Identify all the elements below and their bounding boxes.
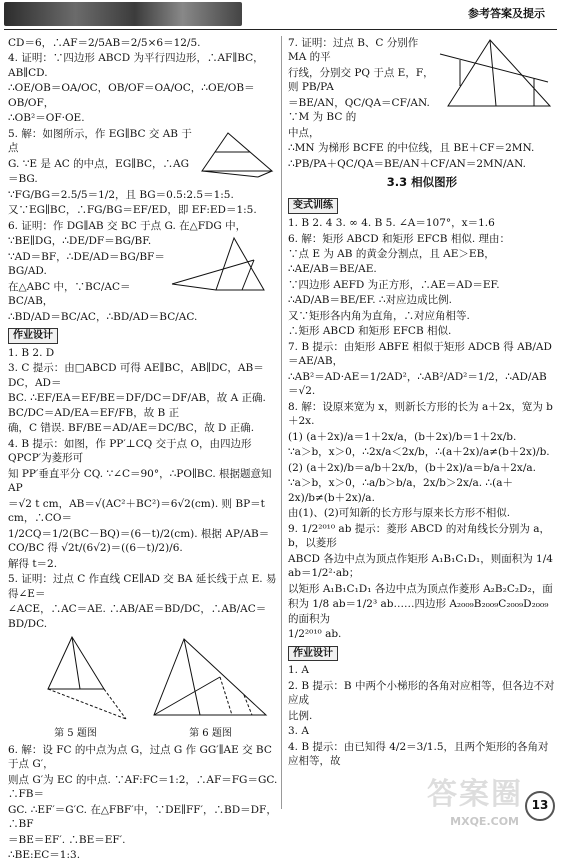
answer-line: 5. 证明：过点 C 作直线 CE∥AD 交 BA 延长线于点 E. 易得∠E＝ [8, 573, 277, 600]
answer-line: 在△ABC 中，∵BC/AC＝BC/AB， [8, 280, 131, 308]
caption-figure6: 第 6 题图 [189, 728, 232, 740]
answer-line: ＝BE＝EF′. ∴BE＝EF′. [8, 833, 126, 846]
answer-line: 1/2²⁰¹⁰ ab. [288, 628, 342, 641]
answer-line: 8. 解：设原来宽为 x，则新长方形的长为 a＋2x，宽为 b＋2x. [288, 400, 553, 428]
answer-line: 6. 证明：作 DG∥AB 交 BC 于点 G. 在△FDG 中， [8, 219, 247, 232]
answer-line: 解得 t＝2. [8, 557, 58, 570]
answer-line: ∵四边形 AEFD 为正方形，∴AE＝AD＝EF. [288, 278, 500, 291]
answer-line: 1. B 2. D [8, 347, 55, 359]
answer-line: ABCD 各边中点为顶点作矩形 A₁B₁C₁D₁，则面积为 1/4 ab＝1/2²·ab； [288, 552, 553, 580]
answer-line: (1) (a＋2x)/a＝1＋2x/a，(b＋2x)/b＝1＋2x/b. [288, 430, 517, 443]
figure-captions [8, 727, 278, 741]
caption-figure5: 第 5 题图 [54, 728, 97, 740]
answer-line: 则点 G′为 EC 的中点. ∵AF:FC＝1:2，∴AF＝FG＝GC. ∴FB＝ [8, 773, 278, 801]
answer-line: 由(1)、(2)可知新的长方形与原来长方形不相似. [288, 507, 511, 520]
answer-line: 6. 解：矩形 ABCD 和矩形 EFCB 相似. 理由： [288, 232, 511, 245]
answer-line: 5. 解：如图所示，作 EG∥BC 交 AB 于点 [8, 127, 192, 155]
answer-line: ∴PB/PA＋QC/QA＝BE/AN＋CF/AN＝2MN/AN. [288, 157, 526, 170]
figure-problem7-trapezoid [438, 36, 556, 112]
header-title: 参考答案及提示 [468, 7, 545, 20]
answer-line: ＝BE/AN，QC/QA＝CF/AN. ∵M 为 BC 的 [288, 96, 430, 124]
homework-heading: 作业设计 [288, 646, 338, 662]
answer-line: 又∵EG∥BC，∴FG/BG＝EF/ED，即 EF:ED＝1:5. [8, 204, 257, 217]
answer-line: ∵点 E 为 AB 的黄金分割点，且 AE＞EB， [288, 247, 495, 260]
answer-line: 6. 解：设 FC 的中点为点 G，过点 G 作 GG′∥AE 交 BC 于点 G′， [8, 744, 272, 771]
answer-line: GC. ∴EF′＝G′C. 在△FBF′中，∵DE∥FF′，∴BD＝DF，∴BF [8, 803, 277, 831]
homework-heading: 作业设计 [8, 328, 58, 344]
watermark-url: MXQE.COM [450, 814, 519, 828]
answer-line: G. ∵E 是 AC 的中点，EG∥BC，∴AG [8, 157, 189, 170]
answer-line: ＝BG. [8, 173, 38, 186]
answer-line: 中点， [288, 126, 320, 139]
figure-problem6-triangle [170, 234, 278, 296]
answer-line: 确，C 错误. BF/BE＝AD/AE＝DC/BC，故 D 正确. [8, 422, 255, 435]
answer-line: 4. B 提示：如图，作 PP′⊥CQ 交于点 O，由四边形 QPCP′为菱形可 [8, 437, 252, 465]
answer-line: 9. 1/2²⁰¹⁰ ab 提示：菱形 ABCD 的对角线长分别为 a，b，以菱形 [288, 522, 550, 550]
answer-line: 1. B 2. 4 3. ∞ 4. B 5. ∠A＝107°，x＝1.6 [288, 217, 495, 230]
answer-line: ∵FG/BG＝2.5/5＝1/2，且 BG＝0.5:2.5＝1:5. [8, 188, 234, 201]
answer-line: ＝√2 t cm，AB＝√(AC²＋BC²)＝6√2(cm). 则 BP＝t cm，∴CO＝ [8, 497, 265, 525]
answer-line: 又∵矩形各内角为直角，∴对应角相等. [288, 309, 470, 322]
answer-line: (2) (a＋2x)/b＝a/b＋2x/b，(b＋2x)/a＝b/a＋2x/a. [288, 461, 536, 474]
answer-line: ∠ACE，∴AC＝AE. ∴AB/AE＝BD/DC，∴AB/AC＝BD/DC. [8, 603, 267, 630]
answer-line: ∴OB²＝OF·OE. [8, 112, 85, 125]
answer-line: ∴AE/AB＝BE/AE. [288, 263, 377, 276]
answer-line: 7. 证明：过点 B、C 分别作 MA 的平 [288, 37, 419, 64]
column-divider [281, 36, 282, 809]
header-rule [4, 29, 557, 30]
answer-line: ∵BE∥DG，∴DE/DF＝BG/BF. [8, 235, 152, 248]
answer-line: ∴矩形 ABCD 和矩形 EFCB 相似. [288, 325, 452, 338]
section-title: 3.3 相似图形 [386, 175, 458, 190]
answer-line: 1/2CQ＝1/2(BC－BQ)＝(6－t)/2(cm). 根据 AP/AB＝CO/BC 得 √2t/(6√2)＝((6－t)/2)/6. [8, 527, 270, 555]
answer-line: ∵a＞b，x＞0，∴2x/a＜2x/b，∴(a＋2x)/a≠(b＋2x)/b. [288, 446, 550, 459]
answer-line: 3. A [288, 725, 309, 738]
watermark-logo: 答案圈 [427, 776, 523, 812]
page-number: 13 [525, 791, 555, 821]
answer-line: ∴MN 为梯形 BCFE 的中位线，且 BE＋CF＝2MN. [288, 142, 535, 155]
answer-line: ∵AD＝BF，∴DE/AD＝BG/BF＝BG/AD. [8, 250, 165, 278]
answer-line: 知 PP′垂直平分 CQ. ∵∠C＝90°，∴PO∥BC. 根据题意知 AP [8, 467, 272, 495]
answer-line: 2. B 提示：B 中两个小梯形的各角对应相等，但各边不对应成 [288, 679, 555, 707]
answer-line: 积为 1/8 ab＝1/2³ ab……四边形 A₂₀₀₉B₂₀₀₉C₂₀₀₉D₂₀₀₉ 的面积为 [288, 598, 549, 625]
answer-line: ∴AD/AB＝BE/EF. ∴对应边成比例. [288, 294, 452, 307]
answer-line: ∴AB²＝AD·AE＝1/2AD²，∴AB²/AD²＝1/2，∴AD/AB＝√2. [288, 370, 547, 398]
header-banner-image [4, 2, 242, 26]
page-header [0, 0, 563, 30]
answer-line: 4. 证明：∵四边形 ABCD 为平行四边形，∴AF∥BC，AB∥CD. [8, 52, 264, 79]
answer-line: ∴BD/AD＝BC/AC，∴BD/AD＝BC/AC. [8, 310, 198, 323]
answer-line: 以矩形 A₁B₁C₁D₁ 各边中点为顶点作菱形 A₂B₂C₂D₂，面 [288, 582, 553, 595]
figure-problem5-triangle [198, 127, 278, 179]
answer-line: 1. A [288, 664, 309, 677]
figures-problem5-6 [8, 633, 272, 725]
answer-line: ∵a＞b，x＞0，∴a/b＞b/a，2x/b＞2x/a. ∴(a＋2x)/b≠(b＋2x)/a. [288, 477, 513, 504]
answer-line: 3. C 提示：由□ABCD 可得 AE∥BC，AB∥DC，AB＝DC，AD＝ [8, 362, 264, 389]
answer-line: 4. B 提示：由已知得 4/2＝3/1.5，且两个矩形的各角对应相等，故 [288, 740, 549, 768]
right-column [288, 36, 556, 770]
answer-line: ∴BE:EC＝1:3. [8, 849, 81, 862]
answer-line: ∴OE/OB＝OA/OC，OB/OF＝OA/OC，∴OE/OB＝OB/OF， [8, 82, 255, 109]
answer-line: BC. ∴EF/EA＝EF/BE＝DF/DC＝DF/AB，故 A 正确. BC/DC＝AD/EA＝EF/FB，故 B 正 [8, 392, 266, 419]
answer-line: CD＝6，∴AF＝2/5AB＝2/5×6＝12/5. [8, 37, 201, 49]
answer-line: 行线，分别交 PQ 于点 E，F，则 PB/PA [288, 66, 434, 94]
left-column [8, 36, 278, 864]
variant-training-heading: 变式训练 [288, 198, 338, 214]
answer-line: 7. B 提示：由矩形 ABFE 相似于矩形 ADCB 得 AB/AD＝AE/AB， [288, 340, 552, 368]
answer-line: 比例. [288, 709, 313, 722]
